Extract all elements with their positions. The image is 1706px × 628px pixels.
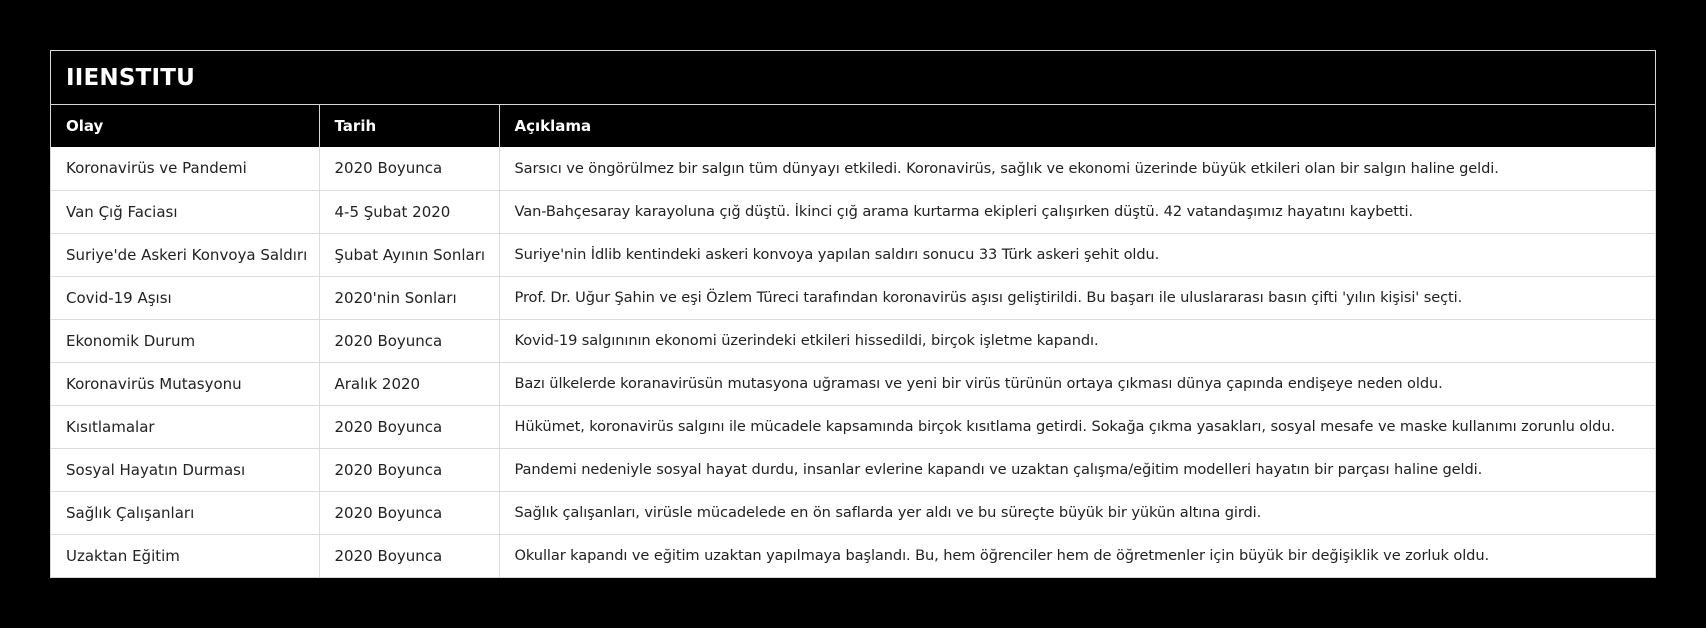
cell-olay: Sosyal Hayatın Durması <box>51 448 319 491</box>
cell-olay: Ekonomik Durum <box>51 319 319 362</box>
column-header-tarih: Tarih <box>319 105 499 147</box>
cell-tarih: 2020 Boyunca <box>319 448 499 491</box>
cell-olay: Uzaktan Eğitim <box>51 534 319 577</box>
cell-olay: Koronavirüs ve Pandemi <box>51 147 319 190</box>
table-row <box>51 448 1655 491</box>
cell-tarih: 2020 Boyunca <box>319 491 499 534</box>
table-header <box>51 105 1655 147</box>
table-row <box>51 362 1655 405</box>
cell-aciklama: Okullar kapandı ve eğitim uzaktan yapılmaya başlandı. Bu, hem öğrenciler hem de öğretmenler için büyük bir değişiklik ve zorluk oldu. <box>499 534 1655 577</box>
cell-tarih: 2020 Boyunca <box>319 405 499 448</box>
table-row <box>51 233 1655 276</box>
cell-aciklama: Bazı ülkelerde koranavirüsün mutasyona uğraması ve yeni bir virüs türünün ortaya çıkması dünya çapında endişeye neden oldu. <box>499 362 1655 405</box>
cell-tarih: Aralık 2020 <box>319 362 499 405</box>
cell-tarih: 2020'nin Sonları <box>319 276 499 319</box>
cell-tarih: 2020 Boyunca <box>319 319 499 362</box>
cell-aciklama: Sağlık çalışanları, virüsle mücadelede en ön saflarda yer aldı ve bu süreçte büyük bir yükün altına girdi. <box>499 491 1655 534</box>
cell-aciklama: Kovid-19 salgınının ekonomi üzerindeki etkileri hissedildi, birçok işletme kapandı. <box>499 319 1655 362</box>
table-row <box>51 190 1655 233</box>
table-title: IIENSTITU <box>51 51 1655 105</box>
events-table <box>51 105 1655 577</box>
table-row <box>51 405 1655 448</box>
cell-olay: Covid-19 Aşısı <box>51 276 319 319</box>
cell-aciklama: Hükümet, koronavirüs salgını ile mücadele kapsamında birçok kısıtlama getirdi. Sokağa çıkma yasakları, sosyal mesafe ve maske kullanımı zorunlu oldu. <box>499 405 1655 448</box>
cell-aciklama: Suriye'nin İdlib kentindeki askeri konvoya yapılan saldırı sonucu 33 Türk askeri şehit oldu. <box>499 233 1655 276</box>
cell-tarih: Şubat Ayının Sonları <box>319 233 499 276</box>
table-row <box>51 491 1655 534</box>
table-row <box>51 319 1655 362</box>
table-row <box>51 276 1655 319</box>
cell-olay: Van Çığ Faciası <box>51 190 319 233</box>
column-header-aciklama: Açıklama <box>499 105 1655 147</box>
table-row <box>51 534 1655 577</box>
cell-tarih: 4-5 Şubat 2020 <box>319 190 499 233</box>
cell-tarih: 2020 Boyunca <box>319 534 499 577</box>
column-header-olay: Olay <box>51 105 319 147</box>
cell-olay: Koronavirüs Mutasyonu <box>51 362 319 405</box>
events-table-container <box>50 50 1656 578</box>
cell-aciklama: Van-Bahçesaray karayoluna çığ düştü. İkinci çığ arama kurtarma ekipleri çalışırken düştü. 42 vatandaşımız hayatını kaybetti. <box>499 190 1655 233</box>
cell-tarih: 2020 Boyunca <box>319 147 499 190</box>
cell-olay: Sağlık Çalışanları <box>51 491 319 534</box>
table-row <box>51 147 1655 190</box>
table-body <box>51 147 1655 577</box>
header-row <box>51 105 1655 147</box>
cell-olay: Suriye'de Askeri Konvoya Saldırı <box>51 233 319 276</box>
cell-olay: Kısıtlamalar <box>51 405 319 448</box>
cell-aciklama: Prof. Dr. Uğur Şahin ve eşi Özlem Türeci tarafından koronavirüs aşısı geliştirildi. Bu başarı ile uluslararası basın çifti 'yılın kişisi' seçti. <box>499 276 1655 319</box>
cell-aciklama: Pandemi nedeniyle sosyal hayat durdu, insanlar evlerine kapandı ve uzaktan çalışma/eğitim modelleri hayatın bir parçası haline geldi. <box>499 448 1655 491</box>
cell-aciklama: Sarsıcı ve öngörülmez bir salgın tüm dünyayı etkiledi. Koronavirüs, sağlık ve ekonomi üzerinde büyük etkileri olan bir salgın haline geldi. <box>499 147 1655 190</box>
